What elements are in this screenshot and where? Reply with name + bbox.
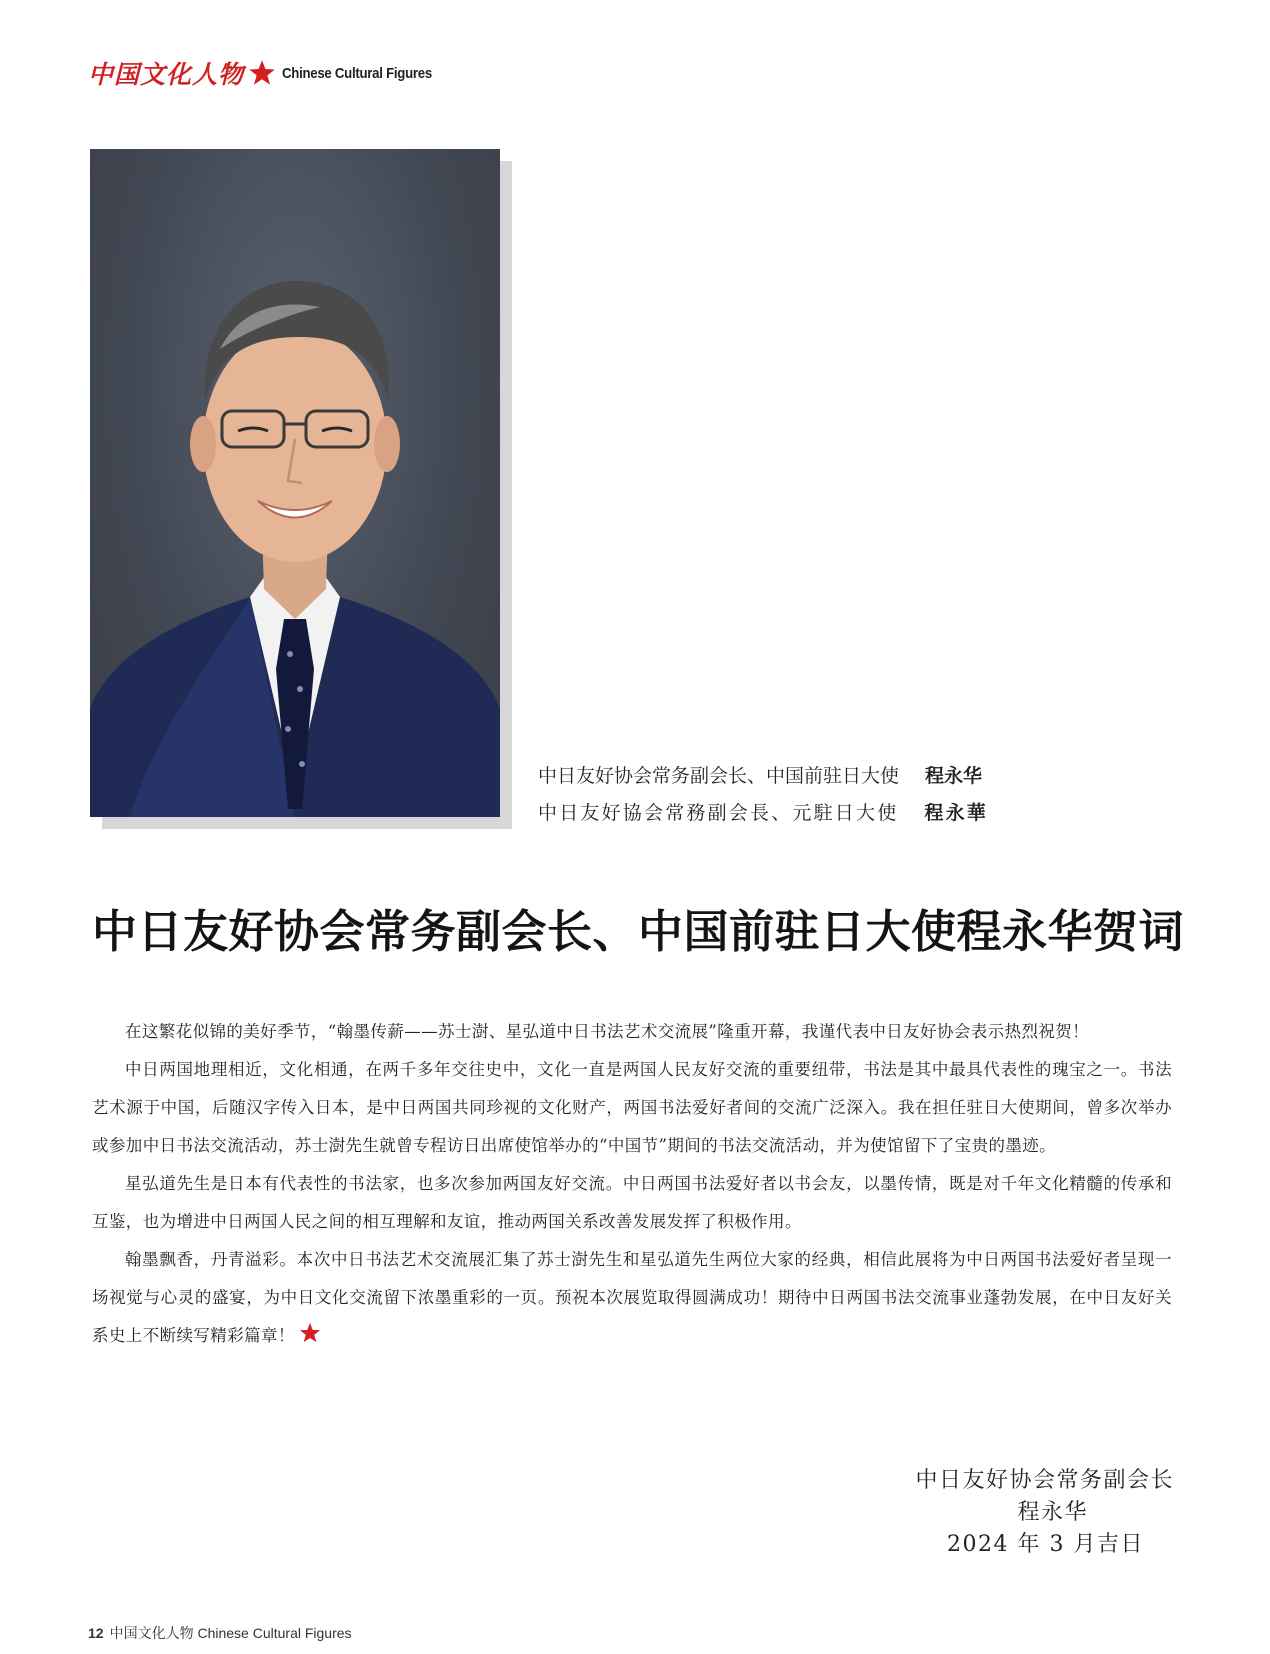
caption-line-2 [538,798,988,825]
portrait-photo [90,149,500,817]
portrait-illustration [90,149,500,817]
masthead-brand-cn: 中国文化人物 [88,60,245,89]
page-footer [88,1623,352,1643]
article-body [92,1013,1172,1355]
paragraph-1: 在这繁花似锦的美好季节，“翰墨传薪——苏士澍、星弘道中日书法艺术交流展”隆重开幕，我谨代表中日友好协会表示热烈祝贺！ [125,1022,1090,1041]
caption-title-cn: 中日友好协会常务副会长、中国前驻日大使 [538,765,900,787]
paragraph-4-text: 翰墨飘香，丹青溢彩。本次中日书法艺术交流展汇集了苏士澍先生和星弘道先生两位大家的经典，相信此展将为中日两国书法爱好者呈现一场视觉与心灵的盛宴，为中日文化交流留下浓墨重彩的一页。预祝本次展览取得圆满成功！期待中日两国书法交流事业蓬勃发展，在中日友好关系史上不断续写精彩篇章！ [92,1250,1172,1345]
signature-date: 2024 年 3 月吉日 [947,1532,1144,1557]
end-star-icon [299,1322,321,1344]
signature-title: 中日友好协会常务副会长 [915,1468,1174,1493]
article-headline: 中日友好协会常务副会长、中国前驻日大使程永华贺词 [92,905,1185,958]
caption-name-cn: 程永华 [925,765,983,787]
caption-title-jp: 中日友好協会常務副会長、元駐日大使 [538,802,899,824]
footer-publication: 中国文化人物 Chinese Cultural Figures [109,1625,352,1641]
page-number: 12 [88,1625,104,1641]
paragraph-3: 星弘道先生是日本有代表性的书法家，也多次参加两国友好交流。中日两国书法爱好者以书会友，以墨传情，既是对千年文化精髓的传承和互鉴，也为增进中日两国人民之间的相互理解和友谊，推动两国关系改善发展发挥了积极作用。 [92,1174,1172,1231]
paragraph-2: 中日两国地理相近，文化相通，在两千多年交往史中，文化一直是两国人民友好交流的重要纽带，书法是其中最具代表性的瑰宝之一。书法艺术源于中国，后随汉字传入日本，是中日两国共同珍视的文化财产，两国书法爱好者间的交流广泛深入。我在担任驻日大使期间，曾多次举办或参加中日书法交流活动，苏士澍先生就曾专程访日出席使馆举办的“中国节”期间的书法交流活动，并为使馆留下了宝贵的墨迹。 [92,1060,1172,1155]
signature-block [915,1465,1174,1561]
paragraph-4 [92,1241,1172,1355]
caption-name-jp: 程永華 [924,802,989,824]
masthead [88,56,452,90]
caption-line-1 [538,761,982,788]
signature-name: 程永华 [1017,1500,1088,1525]
masthead-brand-en: Chinese Cultural Figures [282,64,432,82]
red-star-icon [248,59,276,87]
